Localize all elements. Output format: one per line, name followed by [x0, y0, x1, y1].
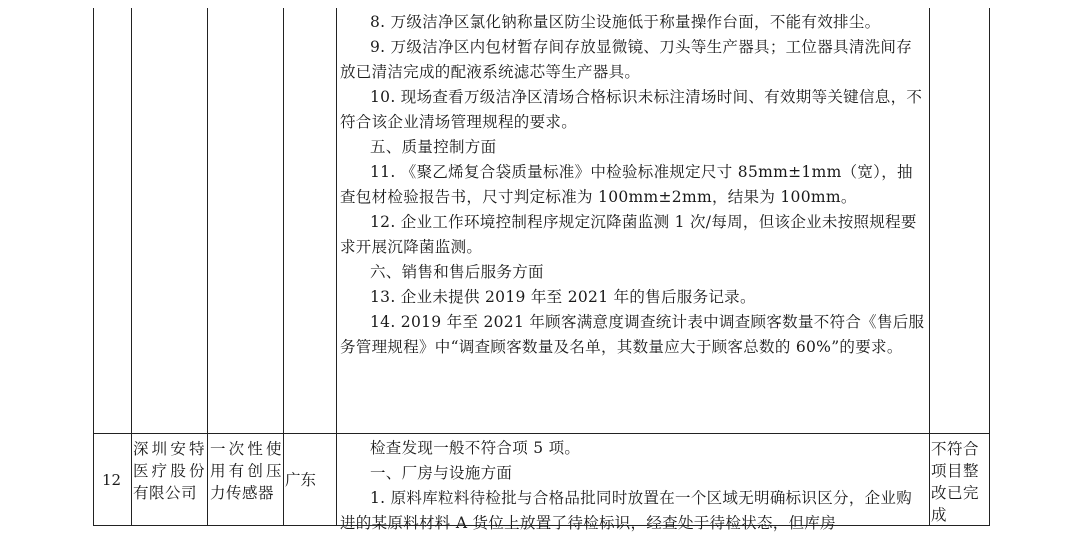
rectification-status: 不符合项目整改已完成 — [931, 440, 980, 524]
finding-9: 9. 万级洁净区内包材暂存间存放显微镜、刀头等生产器具；工位器具清洗间存放已清洁完成的配液系统滤芯等生产器具。 — [340, 38, 913, 81]
finding-1: 1. 原料库粒料待检批与合格品批同时放置在一个区域无明确标识区分，企业购进的某原料材料 A 货位上放置了待检标识，经查处于待检状态，但库房 — [340, 489, 913, 532]
row-12-details — [340, 436, 925, 536]
product-name: 一次性使用有创压力传感器 — [210, 440, 282, 502]
finding-summary: 检查发现一般不符合项 5 项。 — [370, 439, 581, 457]
col-divider-1 — [131, 8, 132, 526]
inspection-table — [93, 8, 990, 532]
finding-14: 14. 2019 年至 2021 年顾客满意度调查统计表中调查顾客数量不符合《售后服务管理规程》中“调查顾客数量及名单，其数量应大于顾客总数的 60%”的要求。 — [340, 313, 925, 356]
row-number: 12 — [101, 471, 122, 489]
finding-10: 10. 现场查看万级洁净区清场合格标识未标注清场时间、有效期等关键信息，不符合该企业清场管理规程的要求。 — [340, 88, 923, 131]
region: 广东 — [285, 471, 317, 489]
table-border-left — [93, 8, 94, 526]
section-heading-sales-service: 六、销售和售后服务方面 — [370, 263, 544, 281]
section-heading-quality-control: 五、质量控制方面 — [370, 138, 497, 156]
section-heading-facilities: 一、厂房与设施方面 — [370, 464, 513, 482]
col-divider-2 — [207, 8, 208, 526]
col-divider-4 — [336, 8, 337, 526]
upper-row-details — [340, 10, 925, 360]
company-name: 深圳安特医疗股份有限公司 — [133, 440, 205, 502]
finding-11: 11. 《聚乙烯复合袋质量标准》中检验标准规定尺寸 85mm±1mm（宽），抽查包材检验报告书，尺寸判定标准为 100mm±2mm，结果为 100mm。 — [340, 163, 913, 206]
row-divider — [93, 433, 990, 434]
col-divider-3 — [283, 8, 284, 526]
col-divider-5 — [929, 8, 930, 526]
finding-13: 13. 企业未提供 2019 年至 2021 年的售后服务记录。 — [370, 288, 756, 306]
finding-12: 12. 企业工作环境控制程序规定沉降菌监测 1 次/每周，但该企业未按照规程要求开展沉降菌监测。 — [340, 213, 917, 256]
finding-8: 8. 万级洁净区氯化钠称量区防尘设施低于称量操作台面，不能有效排尘。 — [370, 13, 881, 31]
